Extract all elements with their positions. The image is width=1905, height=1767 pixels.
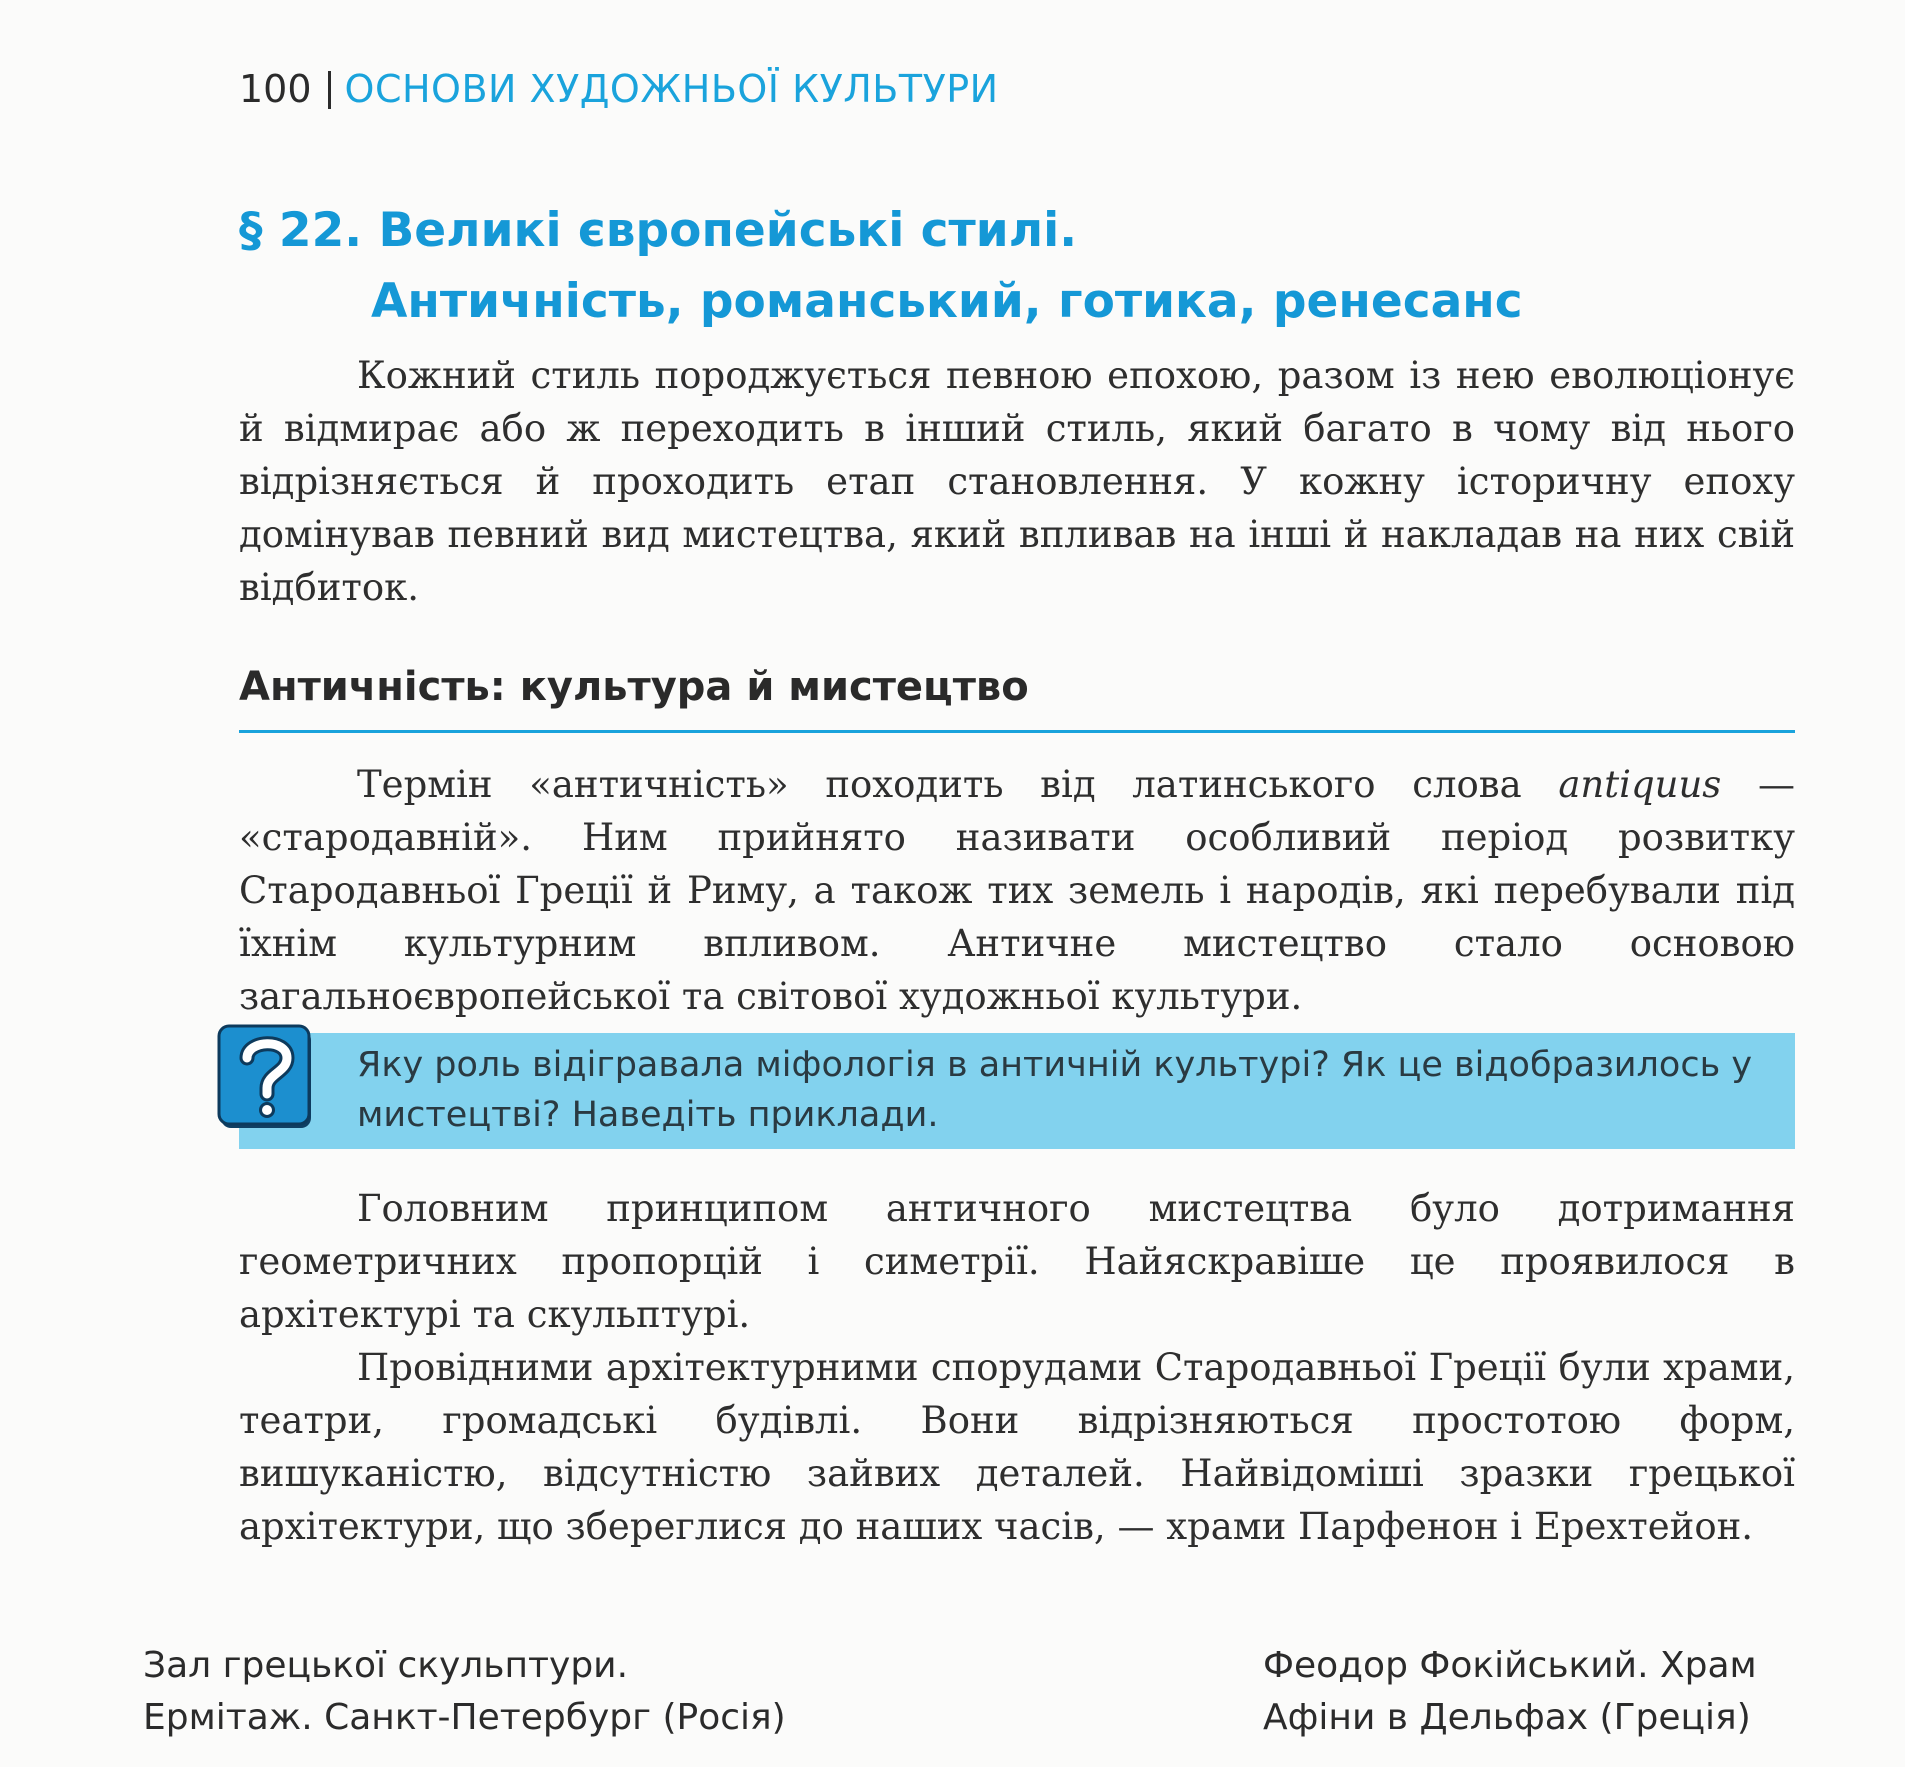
latin-term: antiquus bbox=[1558, 763, 1722, 806]
antiquity-paragraph bbox=[239, 758, 1795, 1023]
section-subtitle: Античність, романський, готика, ренесанс bbox=[371, 274, 1523, 329]
question-text: Яку роль відігравала міфологія в античній культурі? Як це відобразилось у мистецтві? Наведіть приклади. bbox=[357, 1045, 1753, 1135]
running-header bbox=[239, 66, 999, 112]
section-title: § 22. Великі європейські стилі. bbox=[239, 203, 1078, 258]
antiquity-text-end: — «стародавній». Ним прийнято називати особливий період розвитку Стародавньої Греції й Риму, а також тих земель і народів, які перебували під їхнім культурним впливом. Античне мистецтво стало основою загальноєвропейської та світової художньої культури. bbox=[239, 763, 1795, 1018]
caption-line: Ермітаж. Санкт-Петербург (Росія) bbox=[143, 1697, 786, 1738]
caption-hermitage bbox=[143, 1640, 786, 1744]
architecture-paragraph: Провідними архітектурними спорудами Стародавньої Греції були храми, театри, громадські будівлі. Вони відрізняються простотою форм, вишуканістю, відсутністю зайвих деталей. Найвідоміші зразки грецької архітектури, що збереглися до наших часів, — храми Парфенон і Ерехтейон. bbox=[239, 1346, 1795, 1548]
caption-line: Феодор Фокійський. Храм bbox=[1263, 1645, 1757, 1686]
caption-delphi bbox=[1263, 1640, 1757, 1744]
caption-line: Зал грецької скульптури. bbox=[143, 1645, 629, 1686]
heading-divider bbox=[239, 730, 1795, 733]
book-title: ОСНОВИ ХУДОЖНЬОЇ КУЛЬТУРИ bbox=[344, 67, 999, 111]
principle-paragraph: Головним принципом античного мистецтва було дотримання геометричних пропорцій і симетрії. Найяскравіше це проявилося в архітектурі та скульптурі. bbox=[239, 1187, 1795, 1336]
intro-paragraph: Кожний стиль породжується певною епохою, разом із нею еволюціонує й відмирає або ж переходить в інший стиль, який багато в чому від нього відрізняється й проходить етап становлення. У кожну історичну епоху домінував певний вид мистецтва, який впливав на інші й накладав на них свій відбиток. bbox=[239, 354, 1795, 609]
antiquity-text-start: Термін «античність» походить від латинського слова bbox=[357, 763, 1559, 806]
caption-line: Афіни в Дельфах (Греція) bbox=[1263, 1697, 1751, 1738]
antiquity-heading: Античність: культура й мистецтво bbox=[239, 664, 1029, 710]
page-number: 100 bbox=[239, 67, 312, 111]
header-separator bbox=[328, 71, 331, 109]
question-mark-icon bbox=[217, 1020, 317, 1135]
